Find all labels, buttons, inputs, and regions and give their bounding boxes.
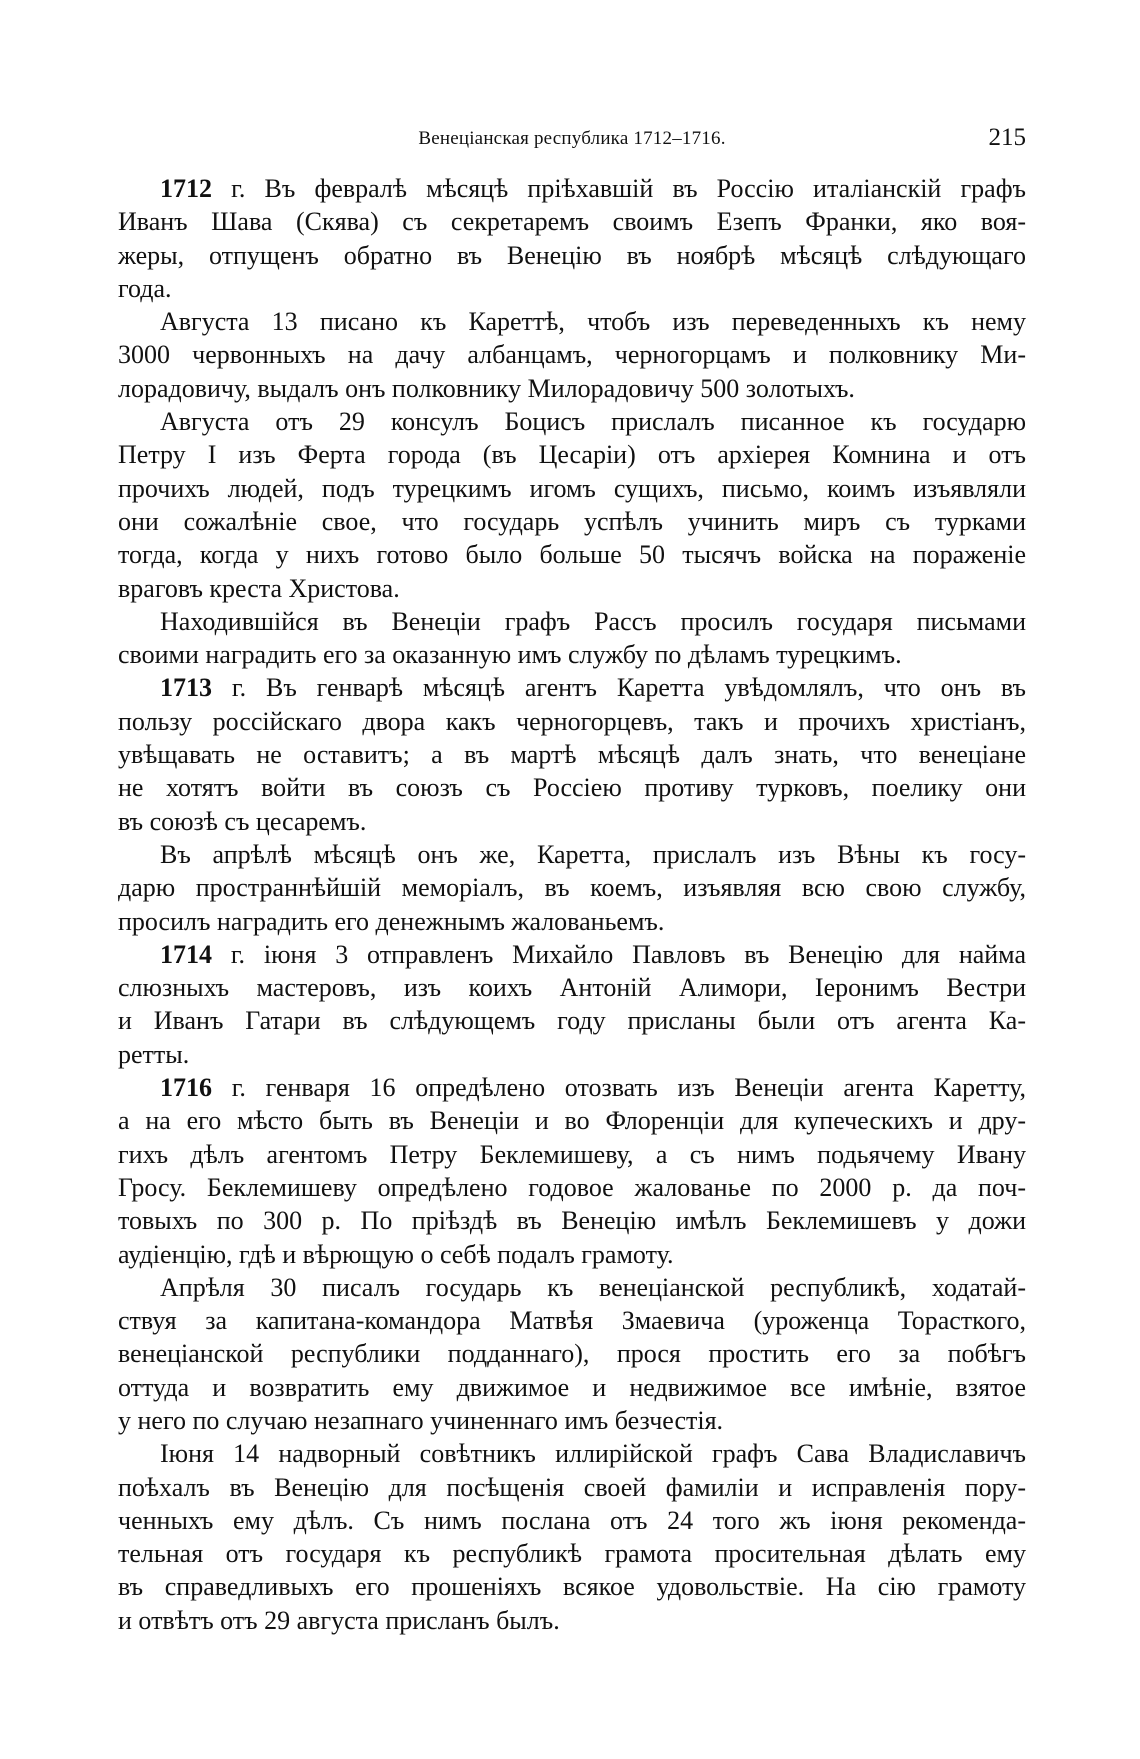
line-text: поѣхалъ въ Венецію для посѣщенія своей фамиліи и исправленія пору- [118, 1472, 1026, 1502]
text-line [118, 372, 1026, 405]
text-line [118, 1570, 1026, 1603]
text-line [118, 1071, 1026, 1104]
line-text: венеціанской республики подданнаго), прося простить его за побѣгъ [118, 1339, 1026, 1369]
line-text: Иванъ Шава (Скява) съ секретаремъ своимъ Езепъ Франки, яко воя- [118, 207, 1026, 237]
text-line [118, 638, 1026, 671]
text-line [118, 1304, 1026, 1337]
text-line [118, 472, 1026, 505]
line-text: Находившійся въ Венеціи графъ Рассъ просилъ государя письмами [160, 606, 1026, 636]
text-line [118, 1171, 1026, 1204]
text-line [118, 1271, 1026, 1304]
line-text: въ справедливыхъ его прошеніяхъ всякое удовольствіе. На сію грамоту [118, 1572, 1026, 1602]
line-text: аудіенцію, гдѣ и вѣрющую о себѣ подалъ грамоту. [118, 1239, 674, 1269]
paragraph [118, 1271, 1026, 1437]
text-line [118, 1404, 1026, 1437]
text-line [118, 871, 1026, 904]
line-text: въ союзѣ съ цесаремъ. [118, 806, 367, 836]
line-text: ствуя за капитана-командора Матвѣя Змаевича (уроженца Торасткого, [118, 1306, 1026, 1336]
paragraph [118, 1437, 1026, 1637]
line-text: а на его мѣсто быть въ Венеціи и во Флоренціи для купеческихъ и дру- [118, 1106, 1026, 1136]
line-text: Петру I изъ Ферта города (въ Цесаріи) отъ архіерея Комнина и отъ [118, 440, 1026, 470]
line-text: и Иванъ Гатари въ слѣдующемъ году присланы были отъ агента Ка- [118, 1006, 1026, 1036]
paragraph [118, 305, 1026, 405]
line-text: дарю пространнѣйшій меморіалъ, въ коемъ, изъявляя всю свою службу, [118, 873, 1026, 903]
line-text: тельная отъ государя къ республикѣ грамота просительная дѣлать ему [118, 1539, 1026, 1569]
text-line [118, 338, 1026, 371]
paragraph [118, 938, 1026, 1071]
text-line [118, 1238, 1026, 1271]
text-line [118, 239, 1026, 272]
text-line [118, 438, 1026, 471]
line-text: у него по случаю незапнаго учиненнаго имъ безчестія. [118, 1405, 724, 1435]
text-line [118, 205, 1026, 238]
text-line [118, 1371, 1026, 1404]
text-line [118, 1504, 1026, 1537]
text-line [118, 905, 1026, 938]
line-text: не хотятъ войти въ союзъ съ Россіею противу турковъ, поелику они [118, 773, 1026, 803]
line-text: и отвѣтъ отъ 29 августа присланъ былъ. [118, 1605, 560, 1635]
line-text: года. [118, 273, 172, 303]
paragraph [118, 405, 1026, 605]
line-text: Августа 13 писано къ Кареттѣ, чтобъ изъ переведенныхъ къ нему [160, 307, 1026, 337]
text-line [118, 1004, 1026, 1037]
line-text: тогда, когда у нихъ готово было больше 50 тысячъ войска на пораженіе [118, 540, 1026, 570]
line-text: пользу россійскаго двора какъ черногорцевъ, такъ и прочихъ христіанъ, [118, 706, 1026, 736]
text-line [118, 771, 1026, 804]
line-text: гихъ дѣлъ агентомъ Петру Беклемишеву, а съ нимъ подьячему Ивану [118, 1139, 1026, 1169]
line-text: г. іюня 3 отправленъ Михайло Павловъ въ Венецію для найма [212, 939, 1026, 969]
line-text: враговъ креста Христова. [118, 573, 400, 603]
line-text: Въ апрѣлѣ мѣсяцѣ онъ же, Каретта, прислалъ изъ Вѣны къ госу- [160, 839, 1026, 869]
line-text: просилъ наградить его денежнымъ жалованьемъ. [118, 906, 665, 936]
text-line [118, 671, 1026, 704]
line-text: г. Въ генварѣ мѣсяцѣ агентъ Каретта увѣдомлялъ, что онъ въ [212, 673, 1026, 703]
text-line [118, 705, 1026, 738]
line-text: ченныхъ ему дѣлъ. Съ нимъ послана отъ 24 того жъ іюня рекоменда- [118, 1505, 1026, 1535]
paragraph [118, 1071, 1026, 1271]
text-line [118, 505, 1026, 538]
text-line [118, 305, 1026, 338]
line-text: Гросу. Беклемишеву опредѣлено годовое жалованье по 2000 р. да поч- [118, 1172, 1026, 1202]
text-line [118, 805, 1026, 838]
text-line [118, 971, 1026, 1004]
line-text: увѣщавать не оставитъ; а въ мартѣ мѣсяцѣ далъ знать, что венеціане [118, 740, 1026, 770]
line-text: товыхъ по 300 р. По пріѣздѣ въ Венецію имѣлъ Беклемишевъ у дожи [118, 1206, 1026, 1236]
text-line [118, 1437, 1026, 1470]
line-text: своими наградить его за оказанную имъ службу по дѣламъ турецкимъ. [118, 640, 902, 670]
text-line [118, 605, 1026, 638]
text-line [118, 1104, 1026, 1137]
line-text: жеры, отпущенъ обратно въ Венецію въ ноябрѣ мѣсяцѣ слѣдующаго [118, 240, 1026, 270]
text-line [118, 1337, 1026, 1370]
text-line [118, 405, 1026, 438]
line-text: Августа отъ 29 консулъ Боцисъ прислалъ писанное къ государю [160, 407, 1026, 437]
line-text: слюзныхъ мастеровъ, изъ коихъ Антоній Алимори, Іеронимъ Вестри [118, 973, 1026, 1003]
line-text: Апрѣля 30 писалъ государь къ венеціанской республикѣ, ходатай- [160, 1272, 1026, 1302]
text-line [118, 572, 1026, 605]
paragraph [118, 605, 1026, 672]
line-text: они сожалѣніе свое, что государь успѣлъ учинить миръ съ турками [118, 506, 1026, 536]
page-header [118, 124, 1026, 158]
year-heading: 1713 [160, 673, 212, 703]
line-text: лорадовичу, выдалъ онъ полковнику Милорадовичу 500 золотыхъ. [118, 373, 855, 403]
text-line [118, 738, 1026, 771]
text-line [118, 1038, 1026, 1071]
text-line [118, 1204, 1026, 1237]
line-text: ретты. [118, 1039, 190, 1069]
text-line [118, 1537, 1026, 1570]
text-line [118, 938, 1026, 971]
line-text: прочихъ людей, подъ турецкимъ игомъ сущихъ, письмо, коимъ изъявляли [118, 473, 1026, 503]
text-line [118, 1604, 1026, 1637]
paragraph [118, 172, 1026, 305]
year-heading: 1714 [160, 939, 212, 969]
running-title: Венеціанская республика 1712–1716. [418, 128, 726, 149]
text-line [118, 1138, 1026, 1171]
year-heading: 1712 [160, 174, 212, 203]
page-body [118, 172, 1026, 1637]
paragraph [118, 838, 1026, 938]
year-heading: 1716 [160, 1073, 212, 1103]
page-number: 215 [988, 124, 1026, 151]
text-line [118, 538, 1026, 571]
text-line [118, 172, 1026, 205]
line-text: г. генваря 16 опредѣлено отозвать изъ Венеціи агента Каретту, [212, 1073, 1026, 1103]
text-line [118, 1471, 1026, 1504]
text-line [118, 838, 1026, 871]
text-line [118, 272, 1026, 305]
line-text: 3000 червонныхъ на дачу албанцамъ, черногорцамъ и полковнику Ми- [118, 340, 1026, 370]
line-text: оттуда и возвратить ему движимое и недвижимое все имѣніе, взятое [118, 1372, 1026, 1402]
line-text: Іюня 14 надворный совѣтникъ иллирійской графъ Сава Владиславичъ [160, 1439, 1026, 1469]
line-text: г. Въ февралѣ мѣсяцѣ пріѣхавшій въ Россію италіанскій графъ [212, 174, 1026, 203]
paragraph [118, 671, 1026, 837]
